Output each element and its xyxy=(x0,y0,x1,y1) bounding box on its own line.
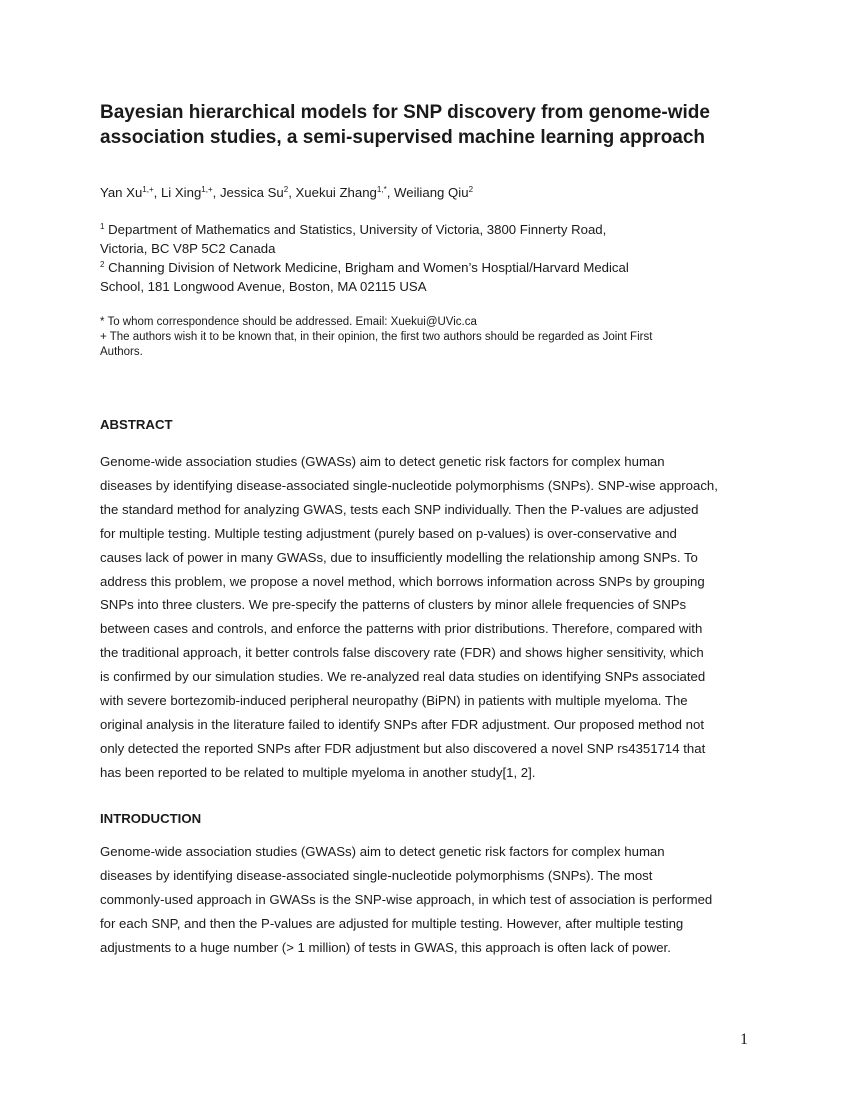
author: Jessica Su$^2$, xyxy=(219,185,296,200)
paper-title xyxy=(100,100,780,150)
text-line: commonly-used approach in GWASs is the SNP-wise approach, in which test of association is performed xyxy=(100,891,713,907)
text-line: only detected the reported SNPs after FDR adjustment but also discovered a novel SNP rs4351714 that xyxy=(100,740,706,756)
abstract-heading: ABSTRACT xyxy=(100,417,173,432)
author: Xuekui Zhang$^{1,*}$, xyxy=(295,185,395,200)
affiliation-marker: 2 xyxy=(100,260,105,269)
introduction-heading: INTRODUCTION xyxy=(100,811,202,826)
text-line: diseases by identifying disease-associated single-nucleotide polymorphisms (SNPs). SNP-wise approach, xyxy=(100,477,718,493)
correspondence-note: * To whom correspondence should be addressed. Email: Xuekui@UVic.ca xyxy=(100,316,477,328)
title-line: Bayesian hierarchical models for SNP discovery from genome-wide xyxy=(100,102,710,123)
text-line: diseases by identifying disease-associated single-nucleotide polymorphisms (SNPs). The most xyxy=(100,867,653,883)
author-list xyxy=(100,183,800,203)
author: Yan $Xu^{1,+}$, xyxy=(100,185,161,200)
text-line: the standard method for analyzing GWAS, tests each SNP individually. Then the P-values are adjusted xyxy=(100,501,699,517)
author-notes xyxy=(100,315,740,360)
author: Weiliang Qiu$^2$ xyxy=(394,185,474,200)
abstract-paragraph xyxy=(100,450,760,785)
text-line: the traditional approach, it better controls false discovery rate (FDR) and shows higher sensitivity, which xyxy=(100,645,704,661)
affiliation-list xyxy=(100,221,800,296)
title-line: association studies, a semi-supervised machine learning approach xyxy=(100,127,706,148)
text-line: has been reported to be related to multiple myeloma in another study[1, 2]. xyxy=(100,764,536,780)
joint-first-author-note: + The authors wish it to be known that, in their opinion, the first two authors should be regarded as Joint First Authors. xyxy=(100,331,653,358)
author-affiliation-marker: 2 xyxy=(283,185,289,194)
text-line: Genome-wide association studies (GWASs) aim to detect genetic risk factors for complex human xyxy=(100,844,665,859)
introduction-paragraph xyxy=(100,840,760,960)
text-line: for each SNP, and then the P-values are adjusted for multiple testing. However, after multiple testing xyxy=(100,915,684,931)
author-affiliation-marker: 2 xyxy=(468,185,474,194)
author-affiliation-marker: 1,* xyxy=(376,185,387,194)
text-line: address this problem, we propose a novel method, which borrows information across SNPs by grouping xyxy=(100,573,705,589)
text-line: original analysis in the literature failed to identify SNPs after FDR adjustment. Our proposed method not xyxy=(100,716,704,732)
text-line: for multiple testing. Multiple testing adjustment (purely based on p-values) is over-conservative and xyxy=(100,525,677,541)
page-number: 1 xyxy=(740,1031,748,1048)
affiliation: $^1$ Department of Mathematics and Statistics, University of Victoria, 3800 Finnerty Road, Victoria, BC V8P 5C2 Canada xyxy=(100,222,607,256)
text-line: SNPs into three clusters. We pre-specify the patterns of clusters by minor allele frequencies of SNPs xyxy=(100,597,687,613)
author-affiliation-marker: 1,+ xyxy=(201,185,213,194)
affiliation: $^2$ Channing Division of Network Medicine, Brigham and Women’s Hosptial/Harvard Medical School, 181 Longwood Avenue, Boston, MA 02115 USA xyxy=(100,260,629,294)
text-line: Genome-wide association studies (GWASs) aim to detect genetic risk factors for complex human xyxy=(100,454,665,469)
affiliation-marker: 1 xyxy=(100,222,105,231)
text-line: adjustments to a huge number (> 1 million) of tests in GWAS, this approach is often lack of power. xyxy=(100,939,671,955)
text-line: causes lack of power in many GWASs, due to insufficiently modelling the relationship among SNPs. To xyxy=(100,549,698,565)
text-line: with severe bortezomib-induced peripheral neuropathy (BiPN) in patients with multiple myeloma. The xyxy=(100,693,688,709)
author: Li Xing$^{1,+}$, xyxy=(160,185,220,200)
text-line: is confirmed by our simulation studies. We re-analyzed real data studies on identifying SNPs associated xyxy=(100,669,706,685)
author-affiliation-marker: 1,+ xyxy=(142,185,154,194)
text-line: between cases and controls, and enforce the patterns with prior distributions. Therefore, compared with xyxy=(100,621,703,637)
